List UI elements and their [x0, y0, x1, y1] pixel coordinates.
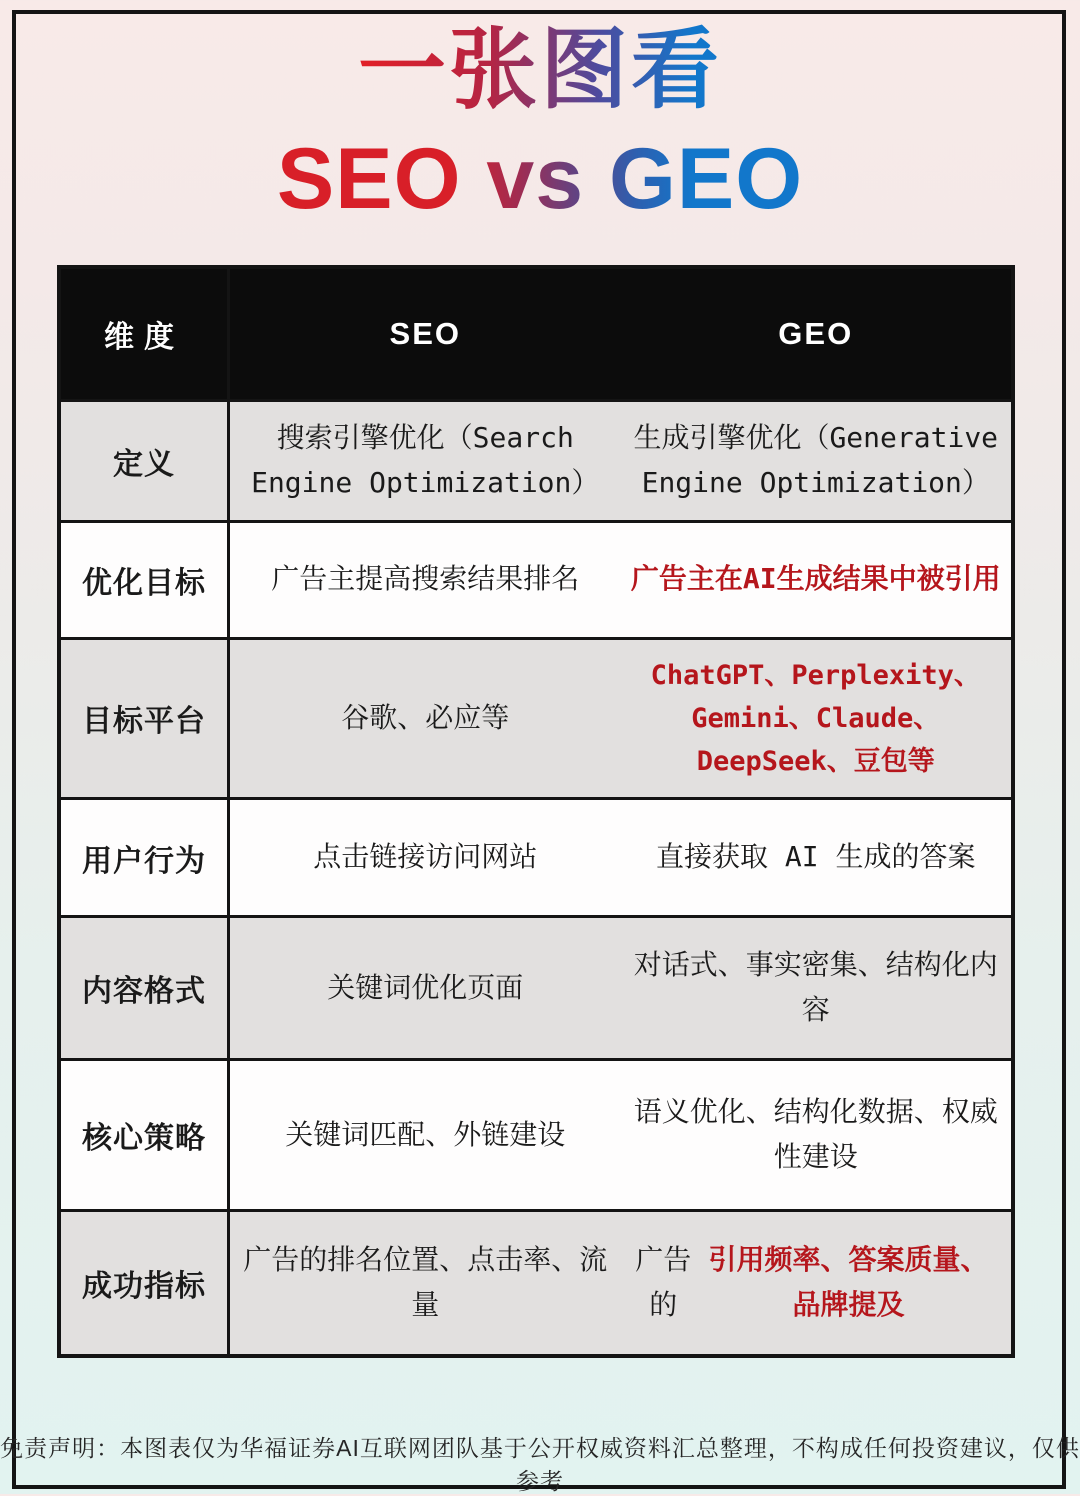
seo-cell: 关键词优化页面: [327, 970, 524, 1004]
row-label: 成功指标: [61, 1212, 230, 1354]
versus-line-wrap: [0, 131, 1080, 227]
poster-header: [0, 20, 1080, 119]
comparison-table: [57, 265, 1015, 1358]
row-label: 内容格式: [61, 918, 230, 1058]
header-geo: GEO: [778, 316, 854, 352]
seo-cell: 关键词匹配、外链建设: [285, 1117, 566, 1151]
geo-cell: 对话式、事实密集、结构化内容: [633, 948, 998, 1027]
seo-cell: 搜索引擎优化（Search Engine Optimization）: [251, 421, 600, 499]
geo-cell-highlight: 引用频率、答案质量、品牌提及: [708, 1243, 989, 1322]
row-label: 核心策略: [61, 1061, 230, 1209]
geo-cell: [621, 1212, 1012, 1354]
geo-cell: 广告主在AI生成结果中被引用: [630, 562, 1001, 596]
page-title: 一张图看: [357, 20, 722, 119]
table-row-success-metrics: [61, 1209, 1011, 1354]
table-header-row: [61, 269, 1011, 399]
row-label: 定义: [61, 402, 230, 520]
geo-cell: 语义优化、结构化数据、权威性建设: [633, 1095, 998, 1174]
seo-cell: 广告主提高搜索结果排名: [271, 562, 580, 596]
row-label: 用户行为: [61, 800, 230, 915]
table-row-user-behavior: [61, 797, 1011, 915]
row-label: 优化目标: [61, 523, 230, 637]
seo-cell: 谷歌、必应等: [341, 700, 510, 734]
table-row-definition: [61, 399, 1011, 520]
seo-cell: 广告的排名位置、点击率、流量: [243, 1243, 608, 1322]
table-row-core-strategy: [61, 1058, 1011, 1209]
geo-cell-prefix: 广告的: [635, 1243, 692, 1322]
geo-cell: ChatGPT、Perplexity、Gemini、Claude、DeepSeek、豆包等: [650, 659, 981, 777]
header-dimension: 维度: [61, 269, 230, 399]
row-label: 目标平台: [61, 640, 230, 798]
header-seo: SEO: [389, 316, 461, 352]
geo-cell: 生成引擎优化（Generative Engine Optimization）: [633, 421, 999, 499]
table-row-optimization-goal: [61, 520, 1011, 637]
versus-title: SEO vs GEO: [276, 131, 804, 227]
seo-cell: 点击链接访问网站: [313, 840, 538, 874]
table-row-content-format: [61, 915, 1011, 1058]
table-row-target-platform: [61, 637, 1011, 798]
geo-cell: 直接获取 AI 生成的答案: [656, 840, 976, 874]
disclaimer-text: 免责声明：本图表仅为华福证券AI互联网团队基于公开权威资料汇总整理，不构成任何投资建议，仅供参考: [0, 1435, 1080, 1494]
